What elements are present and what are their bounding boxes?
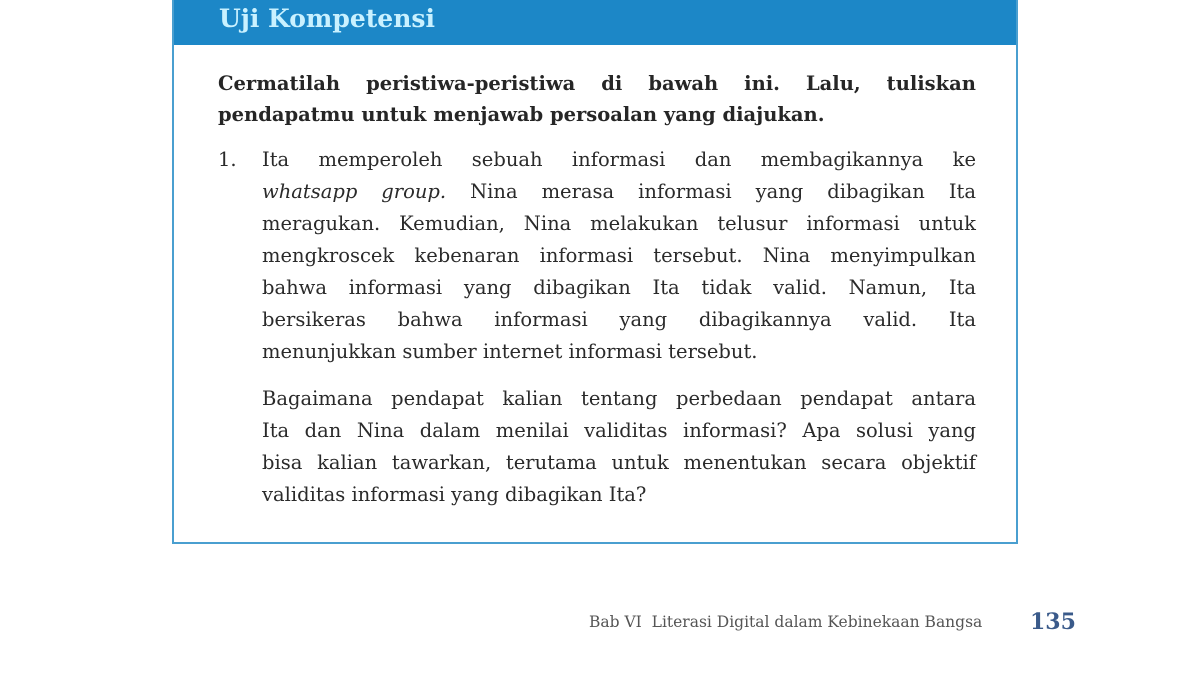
question-line: Ita dan Nina dalam menilai validitas informasi? Apa solusi yang — [262, 419, 976, 442]
question-line: Bagaimana pendapat kalian tentang perbedaan pendapat antara — [262, 387, 976, 410]
paragraph-line: mengkroscek kebenaran informasi tersebut. Nina menyimpulkan — [262, 244, 976, 267]
paragraph-line: Ita memperoleh sebuah informasi dan membagikannya ke — [262, 148, 976, 171]
paragraph-line: menunjukkan sumber internet informasi tersebut. — [262, 340, 758, 363]
question-line: validitas informasi yang dibagikan Ita? — [262, 483, 647, 506]
paragraph-line: bersikeras bahwa informasi yang dibagikannya valid. Ita — [262, 308, 976, 331]
instruction-line: Cermatilah peristiwa-peristiwa di bawah ini. Lalu, tuliskan — [218, 72, 976, 95]
paragraph-line: meragukan. Kemudian, Nina melakukan telusur informasi untuk — [262, 212, 976, 235]
competency-test-box — [172, 0, 1018, 544]
instruction-line: pendapatmu untuk menjawab persoalan yang diajukan. — [218, 103, 825, 126]
item-number: 1. — [218, 148, 237, 171]
box-header — [174, 0, 1016, 45]
italic-term: whatsapp group. — [262, 180, 447, 203]
page-number: 135 — [1030, 609, 1076, 635]
paragraph-line: whatsapp group. Nina merasa informasi yang dibagikan Ita — [262, 180, 976, 203]
box-title: Uji Kompetensi — [219, 4, 435, 33]
chapter-footer: Bab VI Literasi Digital dalam Kebinekaan Bangsa — [589, 613, 983, 631]
paragraph-line: bahwa informasi yang dibagikan Ita tidak valid. Namun, Ita — [262, 276, 976, 299]
question-line: bisa kalian tawarkan, terutama untuk menentukan secara objektif — [262, 451, 976, 474]
